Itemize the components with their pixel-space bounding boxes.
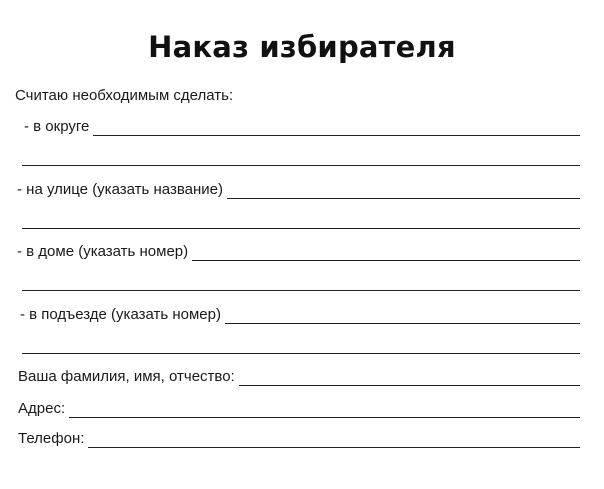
intro-text: Считаю необходимым сделать:	[15, 87, 234, 104]
phone-input-line[interactable]	[88, 432, 580, 448]
full-name-label: Ваша фамилия, имя, отчество:	[18, 368, 235, 385]
house-label: - в доме (указать номер)	[17, 243, 189, 260]
full-name-row	[18, 368, 580, 386]
full-name-input-line[interactable]	[239, 370, 580, 386]
house-row	[17, 243, 580, 261]
district-row	[24, 118, 580, 136]
address-input-line[interactable]	[69, 402, 580, 418]
entrance-extra-line[interactable]	[22, 353, 580, 354]
street-row	[17, 181, 580, 199]
address-label: Адрес:	[18, 400, 66, 417]
house-extra-line[interactable]	[22, 290, 580, 291]
street-extra-line[interactable]	[22, 228, 580, 229]
form-title: Наказ избирателя	[148, 30, 456, 64]
entrance-label: - в подъезде (указать номер)	[20, 306, 221, 323]
entrance-input-line[interactable]	[225, 308, 580, 324]
street-input-line[interactable]	[227, 183, 580, 199]
phone-row	[18, 430, 580, 448]
address-row	[18, 400, 580, 418]
district-label: - в округе	[24, 118, 90, 135]
district-extra-line[interactable]	[22, 165, 580, 166]
phone-label: Телефон:	[18, 430, 85, 447]
house-input-line[interactable]	[192, 245, 580, 261]
street-label: - на улице (указать название)	[17, 181, 223, 198]
district-input-line[interactable]	[93, 120, 580, 136]
entrance-row	[20, 306, 580, 324]
